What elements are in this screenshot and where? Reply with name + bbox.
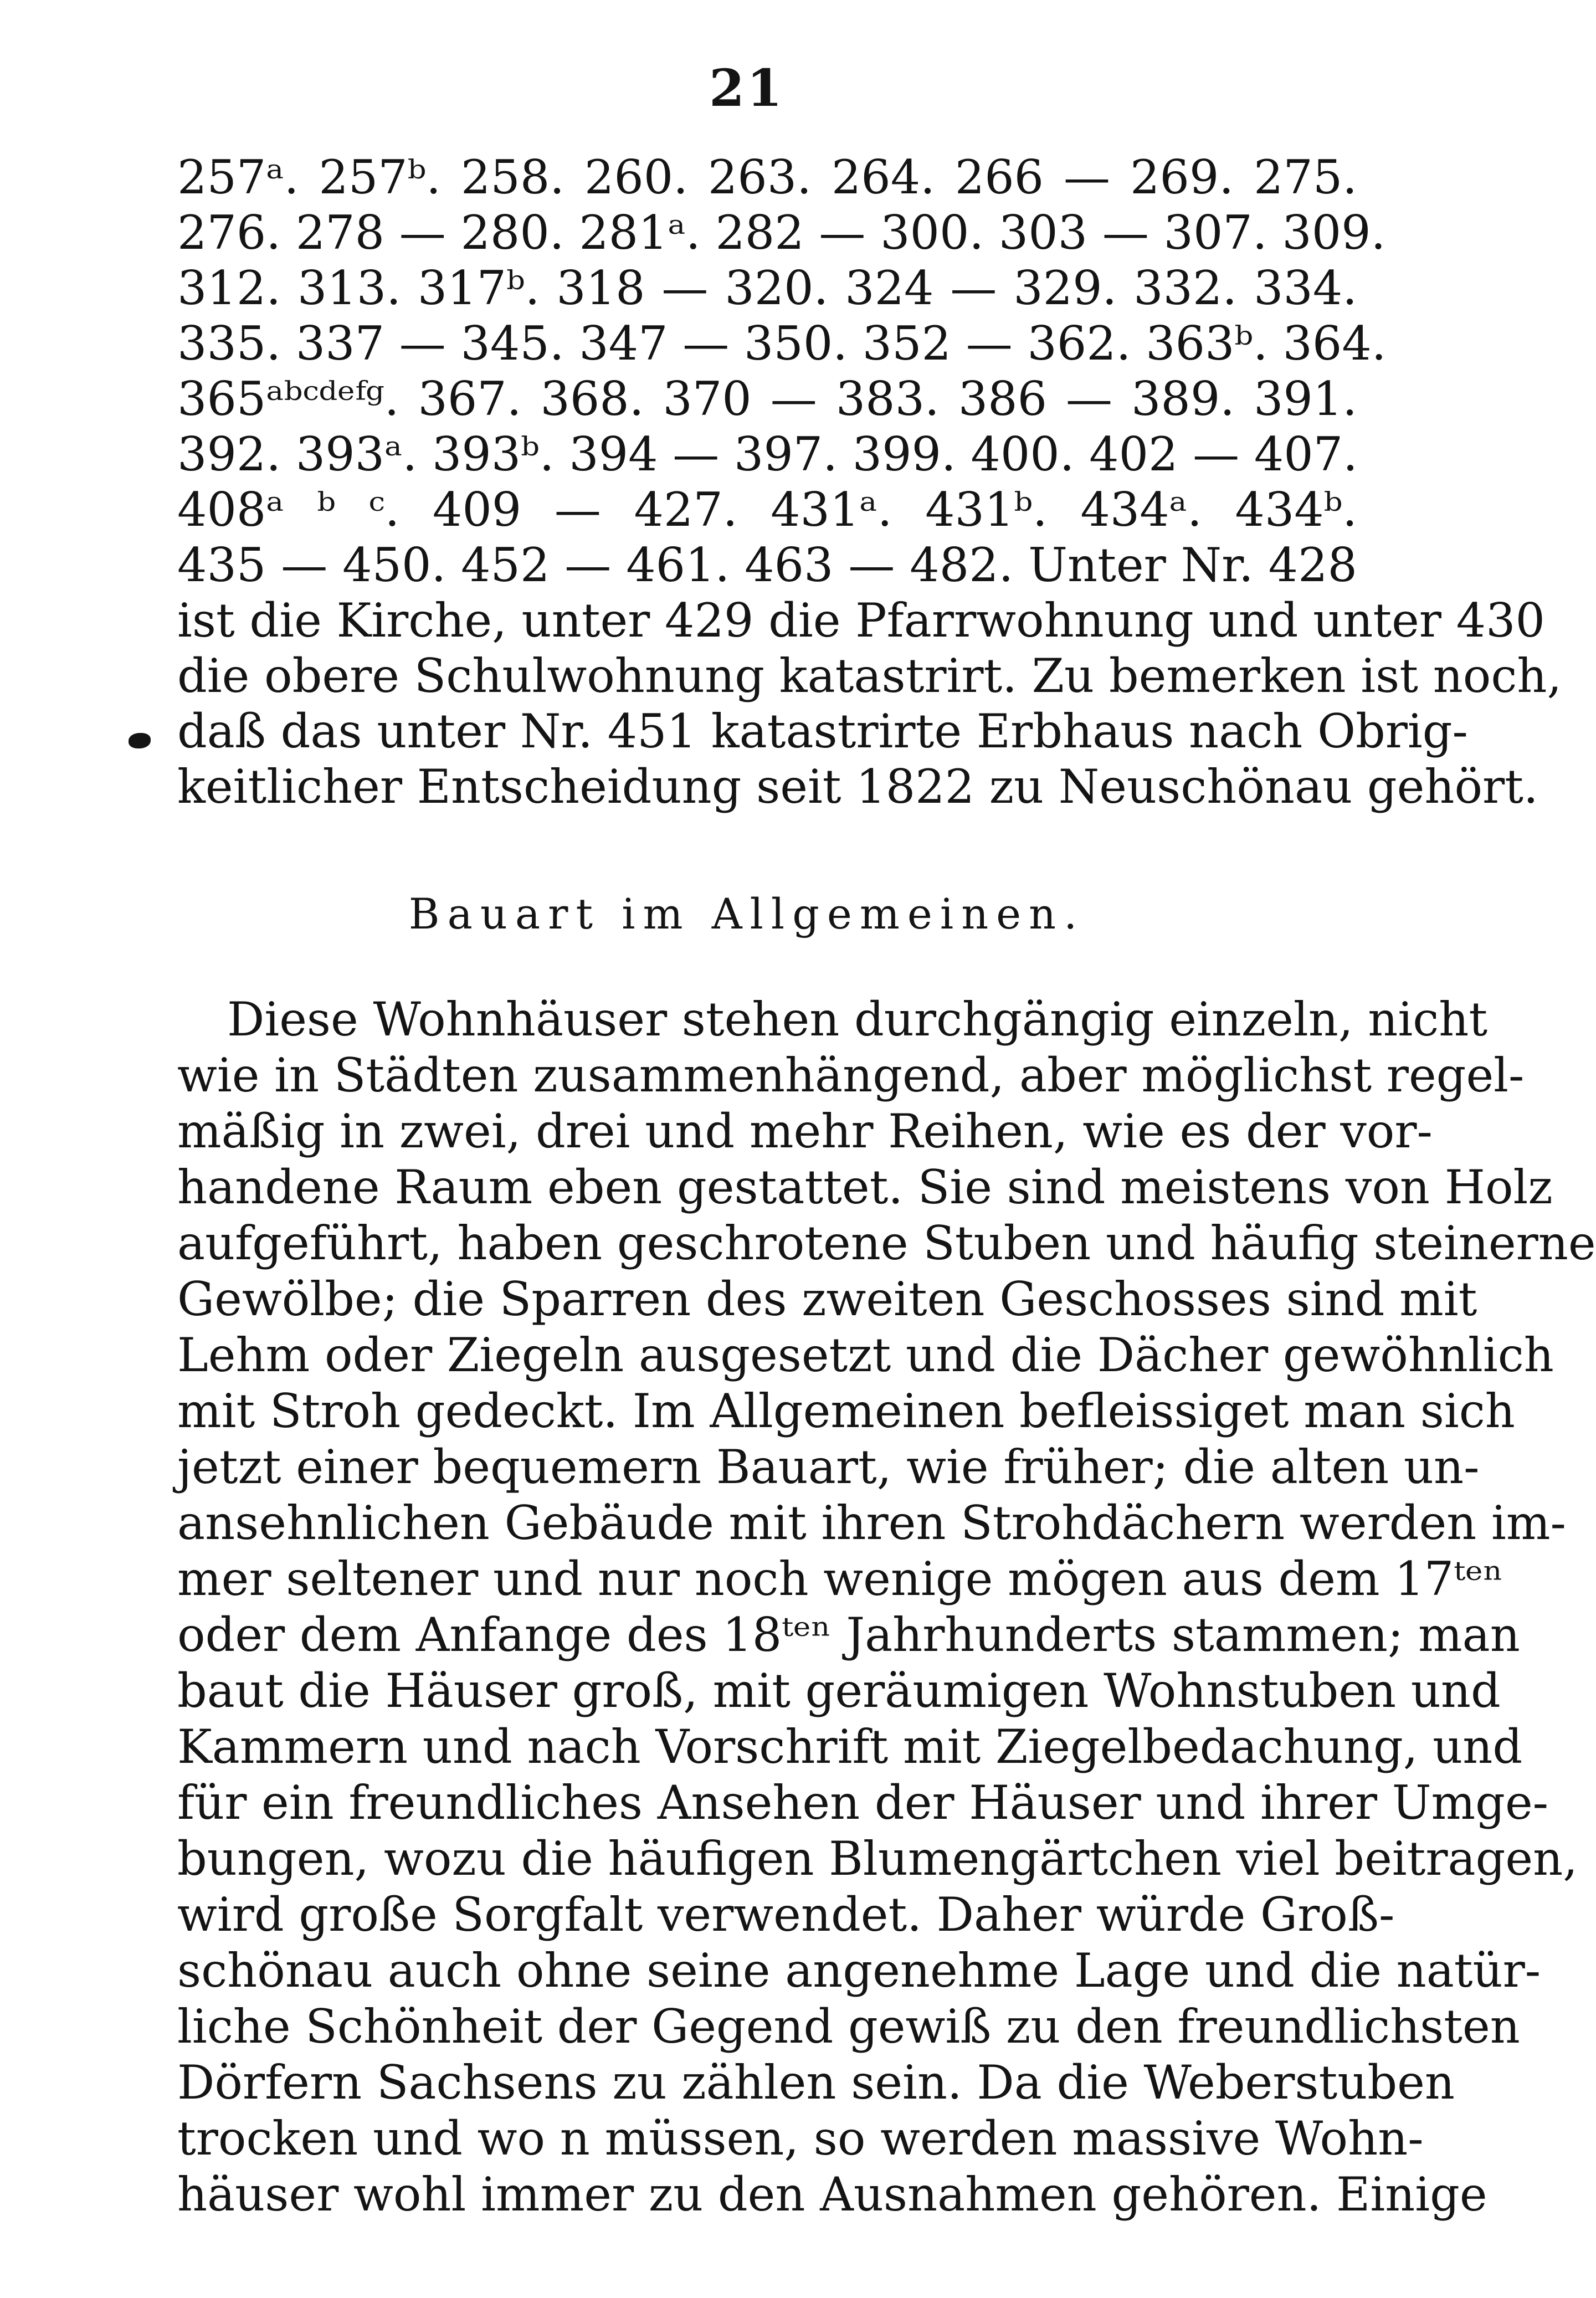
text-line: 257ᵃ. 257ᵇ. 258. 260. 263. 264. 266 — 269. 275. xyxy=(177,150,1357,204)
text-line: Kammern und nach Vorschrift mit Ziegelbedachung, und xyxy=(177,1720,1523,1774)
text-line: ansehnlichen Gebäude mit ihren Strohdächern werden im- xyxy=(177,1496,1566,1550)
text-line: mit Stroh gedeckt. Im Allgemeinen befleissiget man sich xyxy=(177,1384,1515,1438)
text-line: bungen, wozu die häufigen Blumengärtchen viel beitragen, xyxy=(177,1832,1578,1886)
page-number: 21 xyxy=(709,58,785,118)
text-line: keitlicher Entscheidung seit 1822 zu Neuschönau gehört. xyxy=(177,760,1538,814)
margin-ink-mark xyxy=(129,733,151,748)
text-line: die obere Schulwohnung katastrirt. Zu bemerken ist noch, xyxy=(177,649,1562,703)
text-line: 335. 337 — 345. 347 — 350. 352 — 362. 363ᵇ. 364. xyxy=(177,316,1387,371)
text-line: mäßig in zwei, drei und mehr Reihen, wie es der vor- xyxy=(177,1104,1433,1158)
text-line: 435 — 450. 452 — 461. 463 — 482. Unter Nr. 428 xyxy=(177,538,1357,592)
text-line: Diese Wohnhäuser stehen durchgängig einzeln, nicht xyxy=(227,992,1488,1047)
text-line: 312. 313. 317ᵇ. 318 — 320. 324 — 329. 332. 334. xyxy=(177,261,1357,315)
parcel-list-paragraph xyxy=(177,150,1562,814)
text-line: Gewölbe; die Sparren des zweiten Geschosses sind mit xyxy=(177,1272,1477,1326)
text-line: für ein freundliches Ansehen der Häuser und ihrer Umge- xyxy=(177,1776,1549,1830)
text-line: Lehm oder Ziegeln ausgesetzt und die Dächer gewöhnlich xyxy=(177,1328,1554,1382)
text-line: 276. 278 — 280. 281ᵃ. 282 — 300. 303 — 307. 309. xyxy=(177,206,1386,260)
text-line: jetzt einer bequemern Bauart, wie früher; die alten un- xyxy=(177,1440,1480,1494)
text-line: trocken und wo n müssen, so werden massive Wohn- xyxy=(177,2111,1424,2166)
text-line: 365ᵃᵇᶜᵈᵉᶠᵍ. 367. 368. 370 — 383. 386 — 389. 391. xyxy=(177,372,1357,426)
text-line: Dörfern Sachsens zu zählen sein. Da die Weberstuben xyxy=(177,2055,1455,2110)
text-line: ist die Kirche, unter 429 die Pfarrwohnung und unter 430 xyxy=(177,593,1545,648)
text-line: daß das unter Nr. 451 katastrirte Erbhaus nach Obrig- xyxy=(177,704,1468,758)
section-heading: Bauart im Allgemeinen. xyxy=(408,889,1085,938)
text-line: handene Raum eben gestattet. Sie sind meistens von Holz xyxy=(177,1160,1553,1214)
text-line: baut die Häuser groß, mit geräumigen Wohnstuben und xyxy=(177,1664,1501,1718)
text-line: wird große Sorgfalt verwendet. Daher würde Groß- xyxy=(177,1887,1395,1942)
text-line: liche Schönheit der Gegend gewiß zu den freundlichsten xyxy=(177,1999,1520,2054)
text-line: oder dem Anfange des 18ᵗᵉⁿ Jahrhunderts stammen; man xyxy=(177,1608,1520,1662)
text-line: 392. 393ᵃ. 393ᵇ. 394 — 397. 399. 400. 402 — 407. xyxy=(177,427,1358,481)
text-line: mer seltener und nur noch wenige mögen aus dem 17ᵗᵉⁿ xyxy=(177,1552,1503,1606)
text-line: wie in Städten zusammenhängend, aber möglichst regel- xyxy=(177,1048,1525,1102)
text-line: aufgeführt, haben geschrotene Stuben und häufig steinerne xyxy=(177,1216,1596,1270)
text-line: schönau auch ohne seine angenehme Lage und die natür- xyxy=(177,1943,1541,1998)
body-paragraph xyxy=(177,992,1596,2223)
text-line: häuser wohl immer zu den Ausnahmen gehören. Einige xyxy=(177,2167,1487,2222)
text-line: 408ᵃ ᵇ ᶜ. 409 — 427. 431ᵃ. 431ᵇ. 434ᵃ. 434ᵇ. xyxy=(177,483,1357,537)
